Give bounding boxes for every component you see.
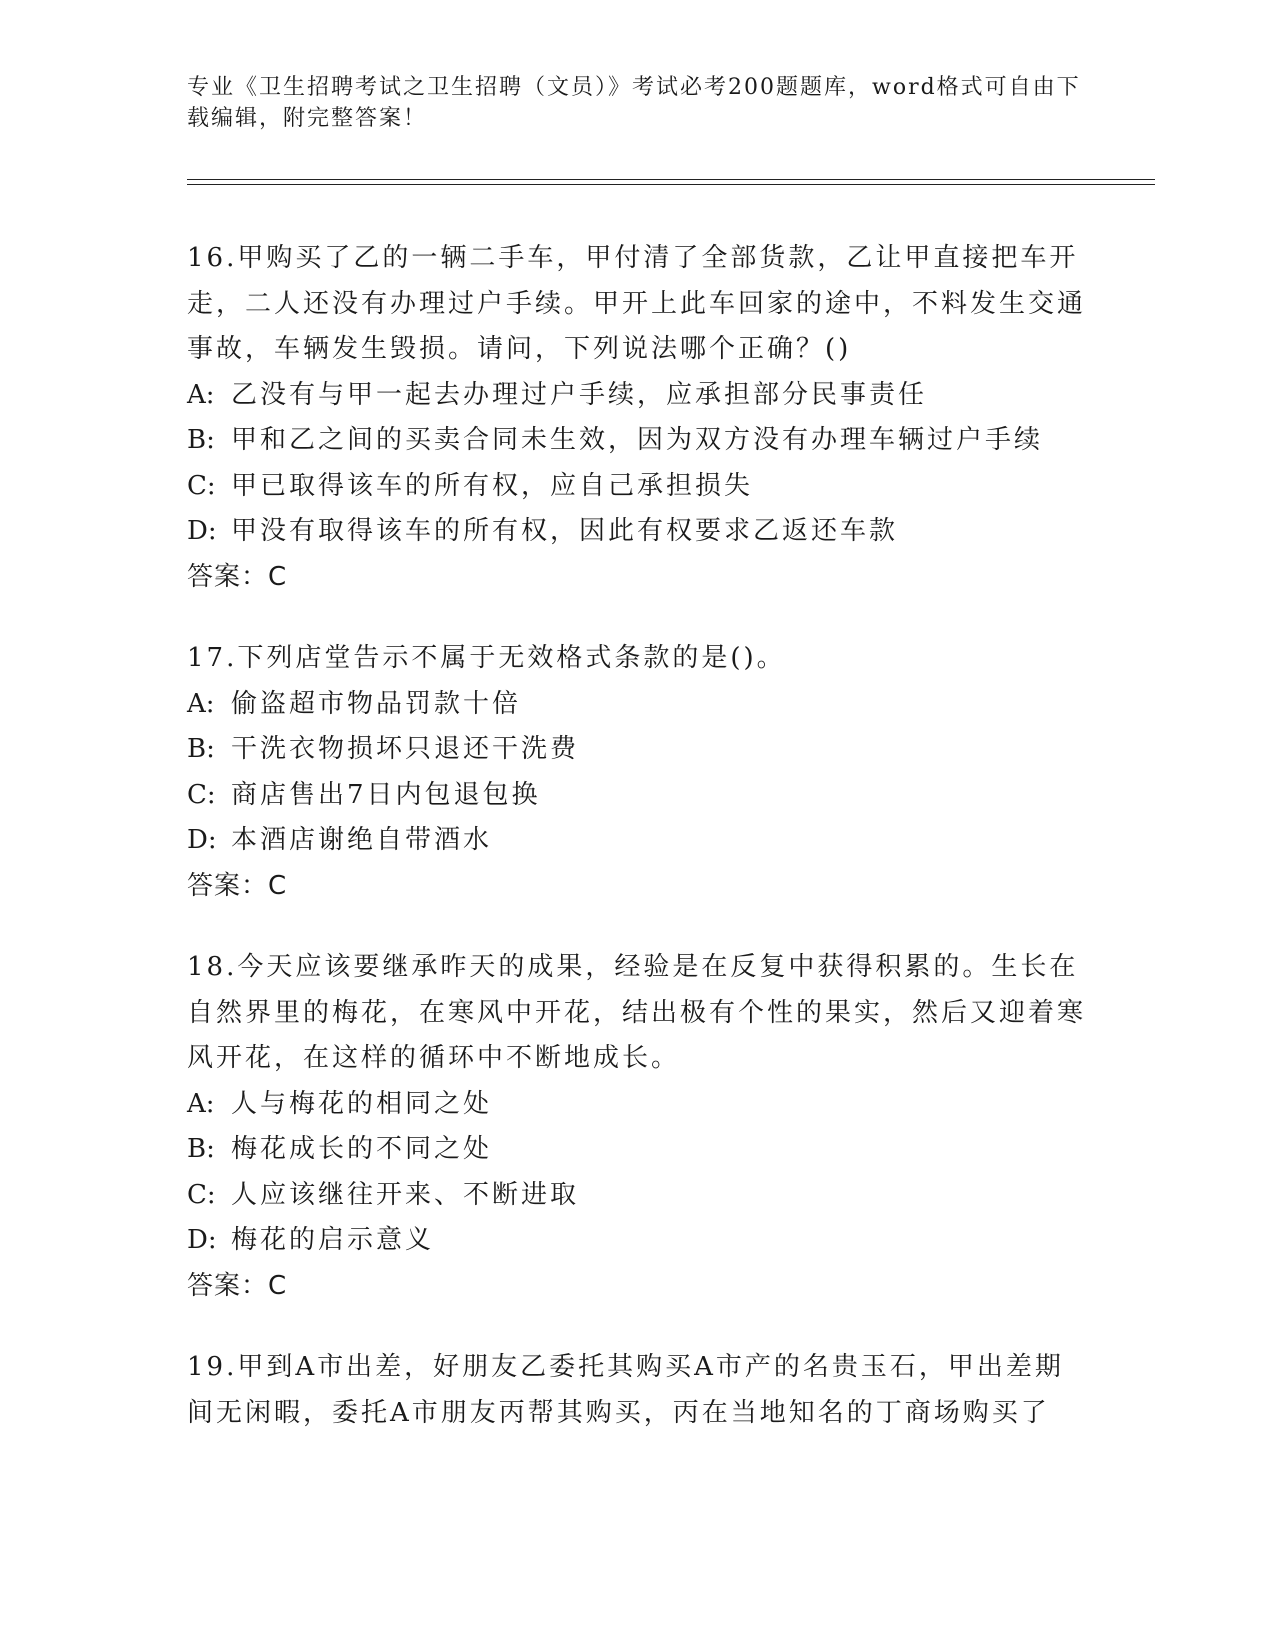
option-text: 人与梅花的相同之处 — [231, 1088, 493, 1119]
question-18 — [187, 945, 1087, 1309]
question-list — [187, 236, 1087, 1472]
option-text: 人应该继往开来、不断进取 — [231, 1179, 580, 1210]
option-d — [187, 1218, 1087, 1264]
option-c — [187, 464, 1087, 510]
option-text: 乙没有与甲一起去办理过户手续，应承担部分民事责任 — [231, 379, 928, 410]
answer-line: 答案：C — [187, 1270, 288, 1301]
option-key: A: — [187, 379, 215, 410]
option-key: C: — [187, 1179, 216, 1210]
question-16 — [187, 236, 1087, 600]
option-key: B: — [187, 425, 215, 455]
question-stem: 18.今天应该要继承昨天的成果，经验是在反复中获得积累的。生长在自然界里的梅花，在寒风中开花，结出极有个性的果实，然后又迎着寒风开花，在这样的循环中不断地成长。 — [187, 952, 1087, 1073]
document-header — [187, 72, 1087, 134]
option-key: B: — [187, 734, 215, 764]
option-key: D: — [187, 825, 217, 855]
option-d — [187, 818, 1087, 864]
answer-line: 答案：C — [187, 870, 288, 901]
option-a — [187, 1082, 1087, 1128]
question-stem: 17.下列店堂告示不属于无效格式条款的是()。 — [187, 643, 786, 673]
option-text: 甲没有取得该车的所有权，因此有权要求乙返还车款 — [231, 516, 899, 546]
option-b — [187, 1127, 1087, 1173]
option-text: 梅花的启示意义 — [231, 1225, 435, 1255]
question-stem: 19.甲到A市出差，好朋友乙委托其购买A市产的名贵玉石，甲出差期间无闲暇，委托A市朋友丙帮其购买，丙在当地知名的丁商场购买了 — [187, 1352, 1064, 1428]
option-key: D: — [187, 1225, 217, 1255]
option-text: 本酒店谢绝自带酒水 — [231, 825, 493, 855]
option-b — [187, 418, 1087, 464]
option-c — [187, 773, 1087, 819]
option-b — [187, 727, 1087, 773]
option-key: A: — [187, 1088, 215, 1119]
question-17 — [187, 636, 1087, 909]
option-d — [187, 509, 1087, 555]
question-stem: 16.甲购买了乙的一辆二手车，甲付清了全部货款，乙让甲直接把车开走，二人还没有办理过户手续。甲开上此车回家的途中，不料发生交通事故，车辆发生毁损。请问，下列说法哪个正确？() — [187, 243, 1087, 364]
header-rule-top — [187, 179, 1155, 180]
answer-line: 答案：C — [187, 561, 288, 592]
option-a — [187, 682, 1087, 728]
header-text: 专业《卫生招聘考试之卫生招聘（文员）》考试必考200题题库，word格式可自由下载编辑，附完整答案！ — [187, 75, 1081, 131]
option-text: 偷盗超市物品罚款十倍 — [231, 688, 522, 719]
option-key: A: — [187, 688, 215, 719]
option-text: 商店售出7日内包退包换 — [231, 779, 541, 810]
option-key: B: — [187, 1134, 215, 1164]
option-text: 梅花成长的不同之处 — [231, 1134, 493, 1164]
header-rule-bottom — [187, 184, 1155, 185]
option-text: 甲已取得该车的所有权，应自己承担损失 — [231, 470, 754, 501]
option-text: 甲和乙之间的买卖合同未生效，因为双方没有办理车辆过户手续 — [231, 425, 1044, 455]
question-19 — [187, 1345, 1087, 1436]
option-key: D: — [187, 516, 217, 546]
option-key: C: — [187, 470, 216, 501]
option-c — [187, 1173, 1087, 1219]
option-a — [187, 373, 1087, 419]
option-key: C: — [187, 779, 216, 810]
option-text: 干洗衣物损坏只退还干洗费 — [231, 734, 580, 764]
